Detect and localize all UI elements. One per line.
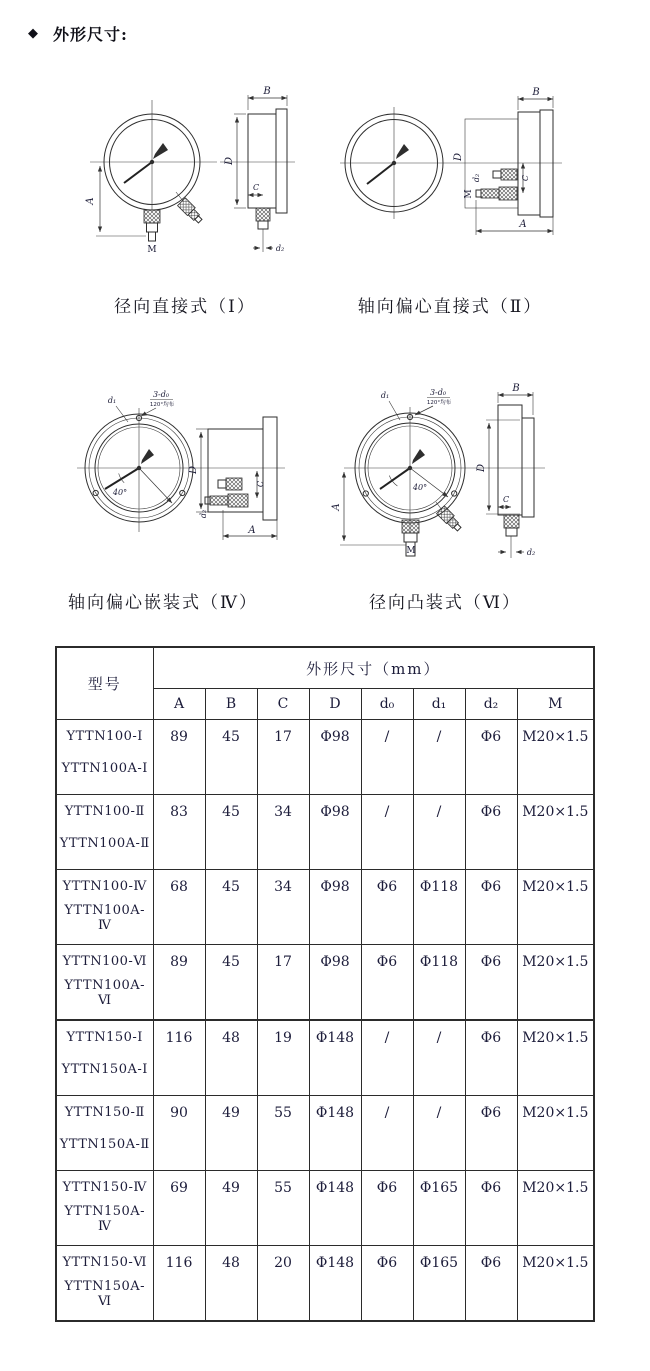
table-row	[56, 720, 594, 795]
dim-label-d: D	[476, 463, 487, 473]
value-cell: Φ6	[465, 795, 517, 870]
col-header-b: B	[205, 689, 257, 720]
figure-caption-1: 径向直接式（Ⅰ）	[114, 297, 256, 317]
model-name: YTTN100-Ⅰ	[66, 728, 143, 744]
figure-radial-surface	[330, 380, 580, 592]
value-cell: 19	[257, 1020, 309, 1096]
value-cell: 68	[153, 870, 205, 945]
value-cell: 83	[153, 795, 205, 870]
back-cable-gland	[493, 169, 517, 180]
dim-label-b: B	[512, 383, 520, 394]
value-cell: 48	[205, 1246, 257, 1322]
diamond-bullet-icon: ◆	[28, 26, 39, 41]
bottom-stem	[144, 210, 160, 255]
dim-label-d1: d₁	[380, 391, 390, 400]
value-cell: Φ6	[465, 1246, 517, 1322]
model-cell	[56, 795, 153, 870]
dim-label-m: M	[464, 189, 474, 199]
value-cell: 89	[153, 720, 205, 795]
cable-gland-45	[178, 198, 205, 225]
value-cell: 116	[153, 1246, 205, 1322]
value-cell: Φ98	[309, 945, 361, 1021]
value-cell: Φ98	[309, 720, 361, 795]
value-cell: Φ165	[413, 1171, 465, 1246]
col-header-d0: d₀	[361, 689, 413, 720]
model-header-cell: 型号	[56, 647, 153, 720]
col-header-d: D	[309, 689, 361, 720]
col-header-d2: d₂	[465, 689, 517, 720]
dim-label-d2: d₂	[526, 548, 536, 557]
dim-label-d2: d₂	[275, 244, 285, 253]
value-cell: Φ148	[309, 1020, 361, 1096]
dim-label-a: A	[248, 525, 256, 536]
model-cell	[56, 1171, 153, 1246]
value-cell: /	[413, 1096, 465, 1171]
dim-label-c: C	[502, 495, 510, 504]
model-cell	[56, 1096, 153, 1171]
value-cell: Φ148	[309, 1171, 361, 1246]
value-cell: /	[413, 1020, 465, 1096]
value-cell: M20×1.5	[517, 1246, 594, 1322]
table-row	[56, 1246, 594, 1322]
model-cell	[56, 720, 153, 795]
model-name: YTTN100A-Ⅰ	[61, 760, 148, 776]
value-cell: 48	[205, 1020, 257, 1096]
model-name: YTTN100A-Ⅱ	[59, 835, 150, 851]
value-cell: Φ148	[309, 1096, 361, 1171]
value-cell: 17	[257, 945, 309, 1021]
section-heading-text: 外形尺寸:	[53, 25, 128, 44]
value-cell: M20×1.5	[517, 1096, 594, 1171]
value-cell: /	[361, 720, 413, 795]
bottom-stem	[402, 520, 419, 556]
model-name: YTTN100-Ⅳ	[62, 878, 147, 894]
back-cable-gland	[218, 478, 242, 490]
dim-label-c: C	[252, 183, 260, 192]
value-cell: M20×1.5	[517, 1020, 594, 1096]
table-row	[56, 1171, 594, 1246]
value-cell: 116	[153, 1020, 205, 1096]
table-row	[56, 870, 594, 945]
model-cell	[56, 870, 153, 945]
dim-label-d1: d₁	[107, 396, 117, 405]
value-cell: Φ165	[413, 1246, 465, 1322]
dim-label-d2: d₂	[472, 173, 481, 183]
model-name: YTTN150A-Ⅳ	[64, 1204, 146, 1234]
table-row	[56, 945, 594, 1021]
dim-label-a: A	[85, 197, 96, 205]
gauge-front-view	[85, 100, 217, 255]
value-cell: 69	[153, 1171, 205, 1246]
figure-axial-eccentric-flush	[60, 382, 290, 582]
value-cell: 34	[257, 870, 309, 945]
value-cell: 20	[257, 1246, 309, 1322]
figure-caption-2: 轴向偏心直接式（Ⅱ）	[357, 297, 543, 317]
col-header-d1: d₁	[413, 689, 465, 720]
model-name: YTTN100A-Ⅳ	[64, 903, 146, 933]
dim-label-c: C	[521, 174, 530, 182]
angle-label: 40°	[412, 483, 428, 492]
model-name: YTTN150A-Ⅵ	[64, 1279, 146, 1309]
value-cell: /	[361, 1020, 413, 1096]
figure-axial-eccentric-direct	[330, 85, 570, 275]
dim-label-a: A	[519, 219, 527, 230]
dim-label-d: D	[224, 156, 235, 166]
value-cell: 49	[205, 1096, 257, 1171]
holes-label: 3-d₀	[152, 390, 170, 399]
value-cell: Φ118	[413, 945, 465, 1021]
value-cell: 89	[153, 945, 205, 1021]
gauge-side-view	[472, 383, 545, 558]
table-row	[56, 1020, 594, 1096]
table-row	[56, 795, 594, 870]
dim-label-m: M	[147, 245, 157, 255]
value-cell: M20×1.5	[517, 720, 594, 795]
value-cell: 55	[257, 1096, 309, 1171]
model-name: YTTN150-Ⅵ	[62, 1254, 147, 1270]
figure-caption-3: 轴向偏心嵌装式（Ⅳ）	[68, 593, 258, 613]
value-cell: Φ6	[465, 870, 517, 945]
col-header-m: M	[517, 689, 594, 720]
model-cell	[56, 1246, 153, 1322]
holes-spacing-label: 120°均布	[149, 402, 175, 408]
value-cell: 90	[153, 1096, 205, 1171]
dim-label-b: B	[532, 87, 540, 98]
col-header-c: C	[257, 689, 309, 720]
value-cell: Φ6	[361, 1171, 413, 1246]
gauge-side-view	[220, 86, 295, 253]
holes-spacing-label: 120°均布	[426, 400, 452, 406]
value-cell: /	[413, 720, 465, 795]
back-thread-connection	[476, 187, 517, 200]
value-cell: Φ148	[309, 1246, 361, 1322]
model-name: YTTN100-Ⅱ	[64, 803, 145, 819]
value-cell: Φ6	[465, 1171, 517, 1246]
value-cell: Φ98	[309, 795, 361, 870]
gauge-front-view	[340, 107, 456, 219]
value-cell: 55	[257, 1171, 309, 1246]
model-cell	[56, 945, 153, 1021]
value-cell: /	[361, 795, 413, 870]
gauge-front-view	[77, 390, 200, 532]
dimensions-table	[55, 646, 595, 1322]
figure-radial-direct	[70, 82, 290, 274]
holes-label: 3-d₀	[429, 388, 447, 397]
value-cell: /	[413, 795, 465, 870]
model-name: YTTN150-Ⅱ	[64, 1104, 145, 1120]
dim-label-d: D	[188, 465, 199, 475]
model-name: YTTN150A-Ⅰ	[61, 1061, 148, 1077]
model-name: YTTN150-Ⅰ	[66, 1029, 143, 1045]
dims-header-cell: 外形尺寸（mm）	[153, 647, 594, 689]
value-cell: 45	[205, 795, 257, 870]
value-cell: M20×1.5	[517, 870, 594, 945]
value-cell: /	[361, 1096, 413, 1171]
section-heading	[28, 22, 128, 45]
value-cell: M20×1.5	[517, 795, 594, 870]
value-cell: Φ6	[465, 1096, 517, 1171]
dim-label-m: M	[406, 546, 416, 556]
model-name: YTTN100A-Ⅵ	[64, 978, 146, 1008]
value-cell: M20×1.5	[517, 1171, 594, 1246]
gauge-side-view	[188, 417, 285, 540]
value-cell: Φ6	[361, 1246, 413, 1322]
dim-label-d: D	[453, 152, 464, 162]
value-cell: Φ6	[465, 1020, 517, 1096]
table-header-row-1	[56, 647, 594, 689]
value-cell: Φ6	[361, 870, 413, 945]
model-cell	[56, 1020, 153, 1096]
gauge-front-view	[331, 388, 472, 556]
figure-caption-4: 径向凸装式（Ⅵ）	[368, 593, 522, 613]
value-cell: 45	[205, 720, 257, 795]
value-cell: Φ118	[413, 870, 465, 945]
table-row	[56, 1096, 594, 1171]
angle-label: 40°	[112, 488, 128, 497]
value-cell: Φ6	[361, 945, 413, 1021]
value-cell: Φ6	[465, 720, 517, 795]
value-cell: 17	[257, 720, 309, 795]
value-cell: Φ98	[309, 870, 361, 945]
model-name: YTTN150-Ⅳ	[62, 1179, 147, 1195]
value-cell: 34	[257, 795, 309, 870]
value-cell: Φ6	[465, 945, 517, 1021]
value-cell: M20×1.5	[517, 945, 594, 1021]
cable-gland-45	[437, 506, 464, 533]
dim-label-b: B	[263, 86, 271, 97]
gauge-side-view	[453, 87, 562, 235]
dim-label-d2: d₂	[199, 509, 208, 519]
value-cell: 49	[205, 1171, 257, 1246]
back-thread-connection	[205, 494, 248, 507]
model-name: YTTN100-Ⅵ	[62, 953, 147, 969]
dim-label-a: A	[331, 503, 342, 511]
model-name: YTTN150A-Ⅱ	[59, 1136, 150, 1152]
col-header-a: A	[153, 689, 205, 720]
value-cell: 45	[205, 870, 257, 945]
dim-label-c: C	[256, 480, 265, 488]
value-cell: 45	[205, 945, 257, 1021]
